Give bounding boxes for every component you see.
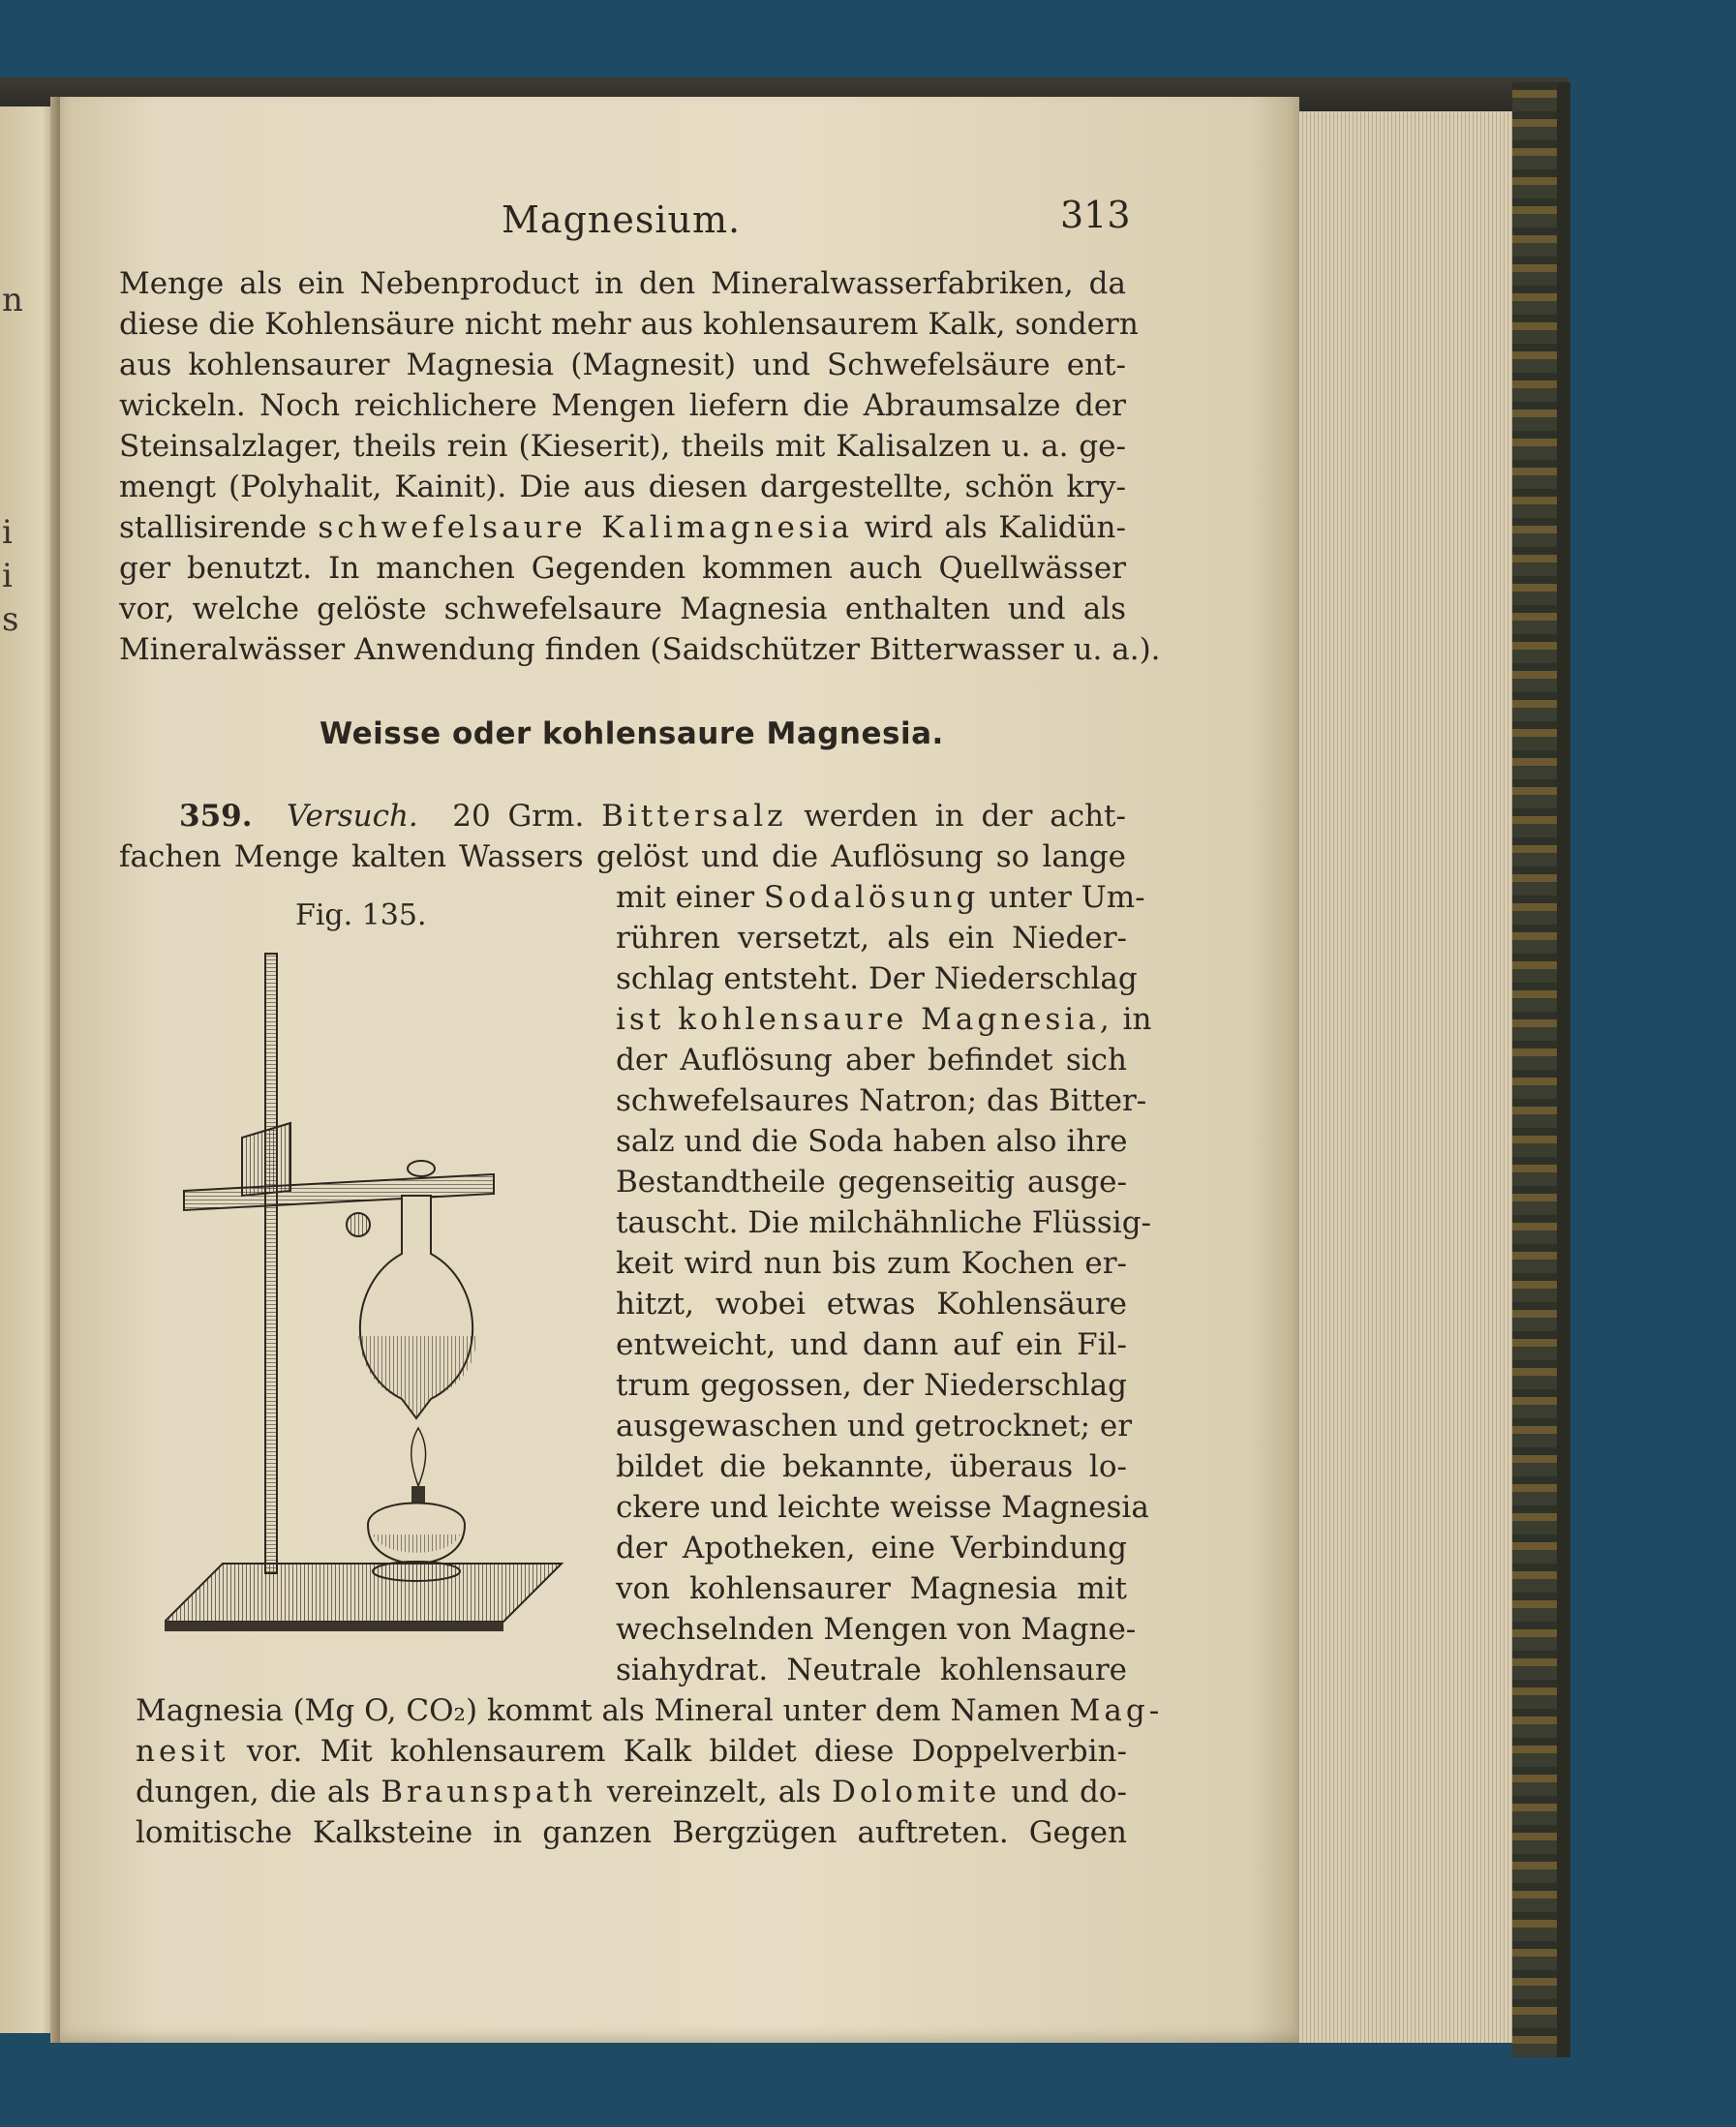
text-line — [616, 999, 1152, 1040]
text-line: entweicht, und dann auf ein Fil- — [616, 1327, 1127, 1362]
spaced-term: Sodalösung — [763, 880, 980, 915]
text-line: schwefelsaures Natron; das Bitter- — [616, 1083, 1147, 1118]
left-page-fragment: n — [2, 281, 23, 319]
text-run: und do- — [1000, 1775, 1127, 1809]
text-line: Steinsalzlager, theils rein (Kieserit), theils mit Kalisalzen u. a. ge- — [119, 429, 1126, 464]
left-page-fragment: i — [2, 513, 13, 552]
flame — [411, 1428, 426, 1486]
experiment-label: Versuch. — [287, 799, 418, 834]
text-line: lomitische Kalksteine in ganzen Bergzügen auftreten. Gegen — [136, 1815, 1127, 1850]
text-line — [179, 796, 1126, 836]
running-head: Magnesium. — [502, 198, 742, 241]
stand-base — [165, 1564, 562, 1622]
text-run: werden in der acht- — [804, 799, 1126, 834]
text-run: mit einer — [616, 880, 764, 915]
text-line: mengt (Polyhalit, Kainit). Die aus diesen dargestellte, schön kry- — [119, 470, 1126, 504]
text-line: diese die Kohlensäure nicht mehr aus kohlensaurem Kalk, sondern — [119, 307, 1139, 342]
text-run: dungen, die als — [136, 1775, 381, 1809]
left-page-fragment: s — [2, 600, 19, 639]
left-page-fragment: i — [2, 557, 13, 595]
text-line: salz und die Soda haben also ihre — [616, 1124, 1128, 1159]
spaced-term: Mag- — [1069, 1693, 1164, 1728]
lamp-foot — [373, 1562, 460, 1581]
spaced-term: nesit — [136, 1734, 229, 1769]
figure-caption: Fig. 135. — [295, 898, 427, 932]
section-heading: Weisse oder kohlensaure Magnesia. — [320, 716, 944, 751]
text-line: Bestandtheile gegenseitig ausge- — [616, 1165, 1127, 1200]
text-line: Mineralwässer Anwendung finden (Saidschützer Bitterwasser u. a.). — [119, 632, 1161, 667]
experiment-number: 359. — [179, 799, 253, 834]
text-line: vor, welche gelöste schwefelsaure Magnesia enthalten und als — [119, 592, 1126, 626]
text-line: tauscht. Die milchähnliche Flüssig- — [616, 1205, 1152, 1240]
text-line — [136, 1772, 1127, 1812]
text-line: trum gegossen, der Niederschlag — [616, 1368, 1127, 1403]
text-line: schlag entsteht. Der Niederschlag — [616, 961, 1138, 996]
page-number: 313 — [1060, 194, 1131, 236]
text-line: wechselnden Mengen von Magne- — [616, 1612, 1137, 1647]
stand-rod — [265, 954, 277, 1573]
spaced-term: Dolomite — [832, 1775, 1001, 1809]
text-line: ausgewaschen und getrocknet; er — [616, 1409, 1133, 1443]
text-line: fachen Menge kalten Wassers gelöst und die Auflösung so lange — [119, 839, 1126, 874]
text-run: in — [1112, 1002, 1152, 1037]
spaced-term: schwefelsaure Kalimagnesia — [318, 510, 854, 545]
text-line — [136, 1690, 1164, 1731]
spaced-term: Braunspath — [381, 1775, 596, 1809]
text-line: keit wird nun bis zum Kochen er- — [616, 1246, 1127, 1281]
text-run: 20 Grm. — [452, 799, 585, 834]
flask-liquid — [358, 1336, 476, 1418]
text-line — [136, 1731, 1127, 1772]
spaced-term: Bittersalz — [601, 799, 787, 834]
text-run: vereinzelt, als — [595, 1775, 832, 1809]
clamp-arm — [184, 1174, 494, 1210]
text-line: Menge als ein Nebenproduct in den Mineralwasserfabriken, da — [119, 266, 1126, 301]
spaced-term: ist kohlensaure Magnesia, — [616, 1002, 1113, 1037]
text-line — [616, 877, 1145, 918]
text-run: wird als Kalidün- — [853, 510, 1126, 545]
text-line: wickeln. Noch reichlichere Mengen liefern die Abraumsalze der — [119, 388, 1126, 423]
stand-base-edge — [165, 1622, 503, 1631]
text-line: bildet die bekannte, überaus lo- — [616, 1449, 1127, 1484]
spirit-lamp — [368, 1504, 465, 1565]
thumb-screw — [347, 1213, 370, 1236]
text-line — [119, 507, 1126, 548]
page-edges — [1299, 111, 1512, 2043]
text-run: Magnesia (Mg O, CO₂) kommt als Mineral unter dem Namen — [136, 1693, 1070, 1728]
text-run: vor. Mit kohlensaurem Kalk bildet diese Doppelverbin- — [228, 1734, 1127, 1769]
text-line: siahydrat. Neutrale kohlensaure — [616, 1653, 1127, 1687]
book-spine-edge — [1557, 82, 1570, 2057]
figure-illustration — [165, 944, 571, 1660]
text-line: von kohlensaurer Magnesia mit — [616, 1571, 1127, 1606]
text-line: ger benutzt. In manchen Gegenden kommen auch Quellwässer — [119, 551, 1126, 586]
text-line: ckere und leichte weisse Magnesia — [616, 1490, 1149, 1525]
text-line: rühren versetzt, als ein Nieder- — [616, 921, 1127, 956]
text-line: der Apotheken, eine Verbindung — [616, 1531, 1127, 1565]
clamp-ring — [408, 1161, 435, 1176]
text-line: aus kohlensaurer Magnesia (Magnesit) und Schwefelsäure ent- — [119, 348, 1126, 382]
text-line: der Auflösung aber befindet sich — [616, 1043, 1127, 1078]
text-line: hitzt, wobei etwas Kohlensäure — [616, 1287, 1127, 1322]
text-run: stallisirende — [119, 510, 319, 545]
text-run: unter Um- — [979, 880, 1145, 915]
